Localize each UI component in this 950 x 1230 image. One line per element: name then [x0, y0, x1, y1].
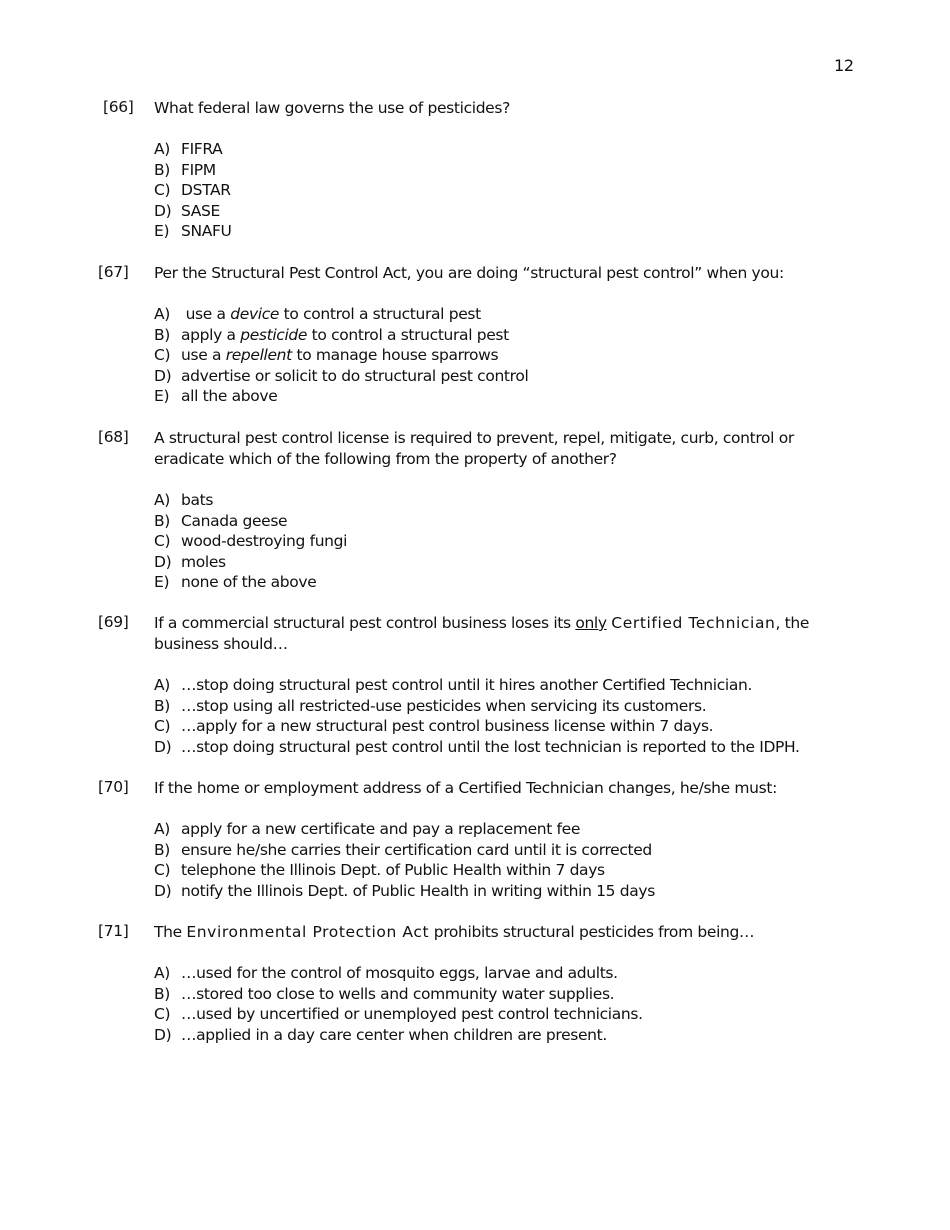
option-letter: D) — [154, 1025, 172, 1044]
question-text — [154, 922, 838, 943]
option-text: …used by uncertified or unemployed pest control technicians. — [181, 1005, 643, 1024]
option-text: advertise or solicit to do structural pest control — [181, 366, 529, 385]
option-letter: B) — [154, 511, 170, 530]
option — [154, 819, 838, 840]
option — [154, 881, 838, 902]
option-letter: B) — [154, 325, 170, 344]
question-number: [71] — [98, 922, 129, 940]
option-letter: C) — [154, 532, 171, 551]
option-text-pre: use a — [181, 305, 231, 323]
question-text-post: prohibits structural pesticides from being… — [429, 923, 755, 941]
option-text: telephone the Illinois Dept. of Public Health within 7 days — [181, 861, 605, 880]
question-text-post: , the business should… — [154, 614, 810, 653]
option — [154, 716, 838, 737]
option-letter: A) — [154, 820, 170, 838]
question-67 — [98, 263, 838, 407]
option-letter: C) — [154, 717, 171, 736]
option — [154, 511, 838, 532]
option-letter: D) — [154, 737, 172, 756]
option-text: SASE — [181, 201, 220, 220]
option-letter: C) — [154, 181, 171, 200]
option-letter: E) — [154, 573, 170, 592]
option-text: FIFRA — [181, 140, 223, 158]
question-66 — [98, 98, 838, 242]
option-text-pre: apply a — [181, 325, 241, 344]
option-text: moles — [181, 552, 226, 571]
question-text-pre: If a commercial structural pest control business loses its — [154, 614, 576, 632]
option — [154, 139, 838, 160]
option-text: …stop using all restricted-use pesticides when servicing its customers. — [181, 696, 707, 715]
option — [154, 572, 838, 593]
option-text-post: to manage house sparrows — [291, 346, 499, 365]
option-letter: A) — [154, 676, 170, 694]
option — [154, 180, 838, 201]
question-text — [154, 613, 838, 655]
option-letter: D) — [154, 201, 172, 220]
question-text-term: Certified Technician — [611, 614, 776, 632]
option-letter: B) — [154, 984, 170, 1003]
answer-options — [154, 819, 838, 901]
option-text: FIPM — [181, 160, 216, 179]
question-text: If the home or employment address of a Certified Technician changes, he/she must: — [154, 779, 777, 797]
option-letter: C) — [154, 346, 171, 365]
option — [154, 696, 838, 717]
question-text-term: Environmental Protection Act — [186, 923, 430, 941]
option — [154, 386, 838, 407]
option-text-pre: use a — [181, 346, 226, 365]
option-text-post: to control a structural pest — [279, 305, 481, 323]
option-text: …stop doing structural pest control until it hires another Certified Technician. — [181, 676, 753, 694]
answer-options — [154, 304, 838, 407]
option-letter: E) — [154, 387, 170, 406]
option-text: notify the Illinois Dept. of Public Health in writing within 15 days — [181, 881, 655, 900]
option — [154, 366, 838, 387]
option-letter: D) — [154, 881, 172, 900]
option — [154, 490, 838, 511]
option-text-post: to control a structural pest — [307, 325, 509, 344]
option-letter: B) — [154, 696, 170, 715]
option-letter: D) — [154, 552, 172, 571]
question-text: Per the Structural Pest Control Act, you are doing “structural pest control” when you: — [154, 264, 784, 282]
answer-options — [154, 675, 838, 757]
option-text: none of the above — [181, 573, 317, 592]
option-letter: B) — [154, 840, 170, 859]
option-text: …applied in a day care center when children are present. — [181, 1025, 607, 1044]
option-letter: D) — [154, 366, 172, 385]
question-number: [70] — [98, 778, 129, 796]
option-text: bats — [181, 491, 214, 509]
option-letter: A) — [154, 964, 170, 982]
option — [154, 345, 838, 366]
option-text-emphasis: repellent — [225, 346, 292, 365]
option-letter: B) — [154, 160, 170, 179]
option-text: SNAFU — [181, 222, 232, 241]
option — [154, 325, 838, 346]
option — [154, 1025, 838, 1046]
option-text-emphasis: pesticide — [240, 325, 308, 344]
option-letter: C) — [154, 861, 171, 880]
question-71 — [98, 922, 838, 1045]
option-text: …stored too close to wells and community water supplies. — [181, 984, 615, 1003]
option-letter: C) — [154, 1005, 171, 1024]
question-69 — [98, 613, 838, 757]
option — [154, 552, 838, 573]
question-number: [66] — [103, 98, 134, 116]
page-number: 12 — [834, 56, 854, 75]
option — [154, 840, 838, 861]
question-text: A structural pest control license is required to prevent, repel, mitigate, curb, control or eradicate which of the following from the property of another? — [154, 429, 794, 468]
option — [154, 675, 838, 696]
option-text: …used for the control of mosquito eggs, larvae and adults. — [181, 964, 618, 982]
option — [154, 963, 838, 984]
answer-options — [154, 963, 838, 1045]
question-text: What federal law governs the use of pesticides? — [154, 99, 510, 117]
option — [154, 531, 838, 552]
option-text: DSTAR — [181, 181, 231, 200]
option-text: …stop doing structural pest control until the lost technician is reported to the IDPH. — [181, 737, 800, 756]
option-letter: A) — [154, 491, 170, 509]
answer-options — [154, 139, 838, 242]
option-text: apply for a new certificate and pay a replacement fee — [181, 820, 581, 838]
option-text: ensure he/she carries their certification card until it is corrected — [181, 840, 652, 859]
option — [154, 304, 838, 325]
option-text: …apply for a new structural pest control business license within 7 days. — [181, 717, 714, 736]
question-number: [67] — [98, 263, 129, 281]
question-text-underlined: only — [575, 614, 607, 632]
option — [154, 1004, 838, 1025]
option — [154, 221, 838, 242]
option — [154, 860, 838, 881]
question-number: [68] — [98, 428, 129, 446]
option — [154, 201, 838, 222]
option-text: wood-destroying fungi — [181, 532, 348, 551]
option — [154, 984, 838, 1005]
answer-options — [154, 490, 838, 593]
option-letter: A) — [154, 305, 170, 323]
question-68 — [98, 428, 838, 593]
question-70 — [98, 778, 838, 901]
option-letter: E) — [154, 222, 170, 241]
question-text-pre: The — [154, 923, 187, 941]
option-text: Canada geese — [181, 511, 288, 530]
option-letter: A) — [154, 140, 170, 158]
option — [154, 160, 838, 181]
option-text-emphasis: device — [230, 305, 280, 323]
option — [154, 737, 838, 758]
question-number: [69] — [98, 613, 129, 631]
option-text: all the above — [181, 387, 278, 406]
